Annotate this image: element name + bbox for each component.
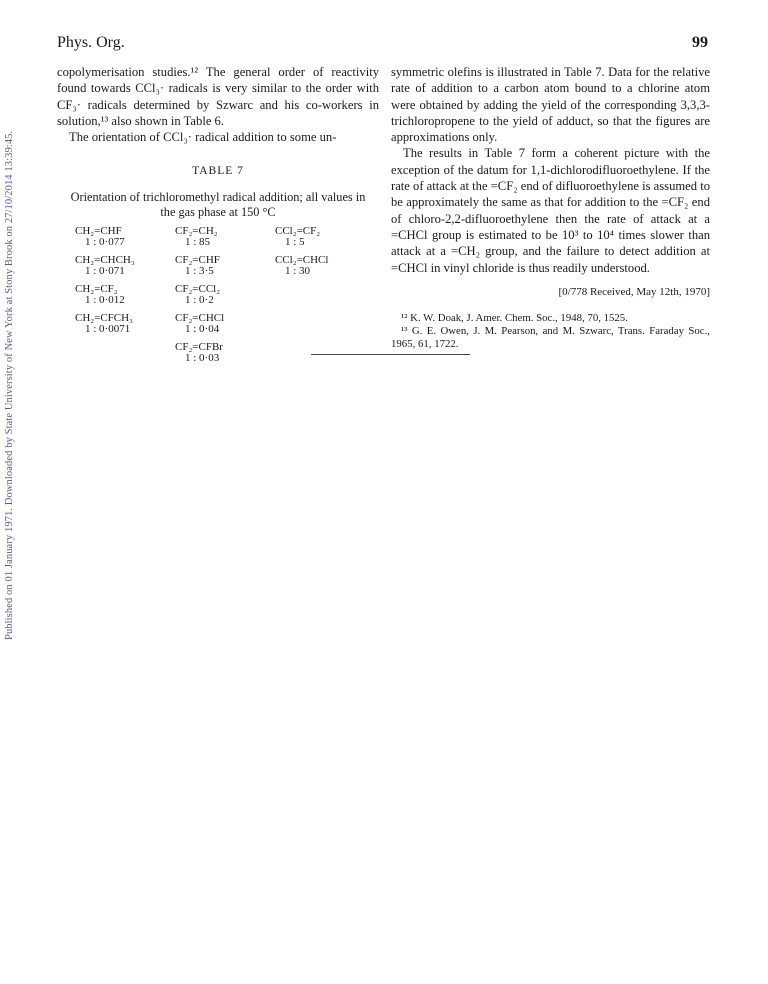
table-cell xyxy=(175,313,275,336)
running-head: Phys. Org. xyxy=(57,34,125,51)
paragraph: The orientation of CCl₃· radical addition to some un- xyxy=(69,130,337,145)
table-title: TABLE 7 xyxy=(192,165,244,178)
olefin-formula: CF₂=CFBr xyxy=(175,340,223,353)
ratio-value: 1 : 0·03 xyxy=(185,352,220,365)
table-cell xyxy=(175,284,275,307)
page-number: 99 xyxy=(692,34,708,51)
paragraph: symmetric olefins is illustrated in Table 7. Data for the relative rate of addition to a carbon atom bound to a chlorine atom were obtained by adding the yield of the corresponding 3,3,3-trichloropropene to the yield of adduct, so that the figures are approximations only. xyxy=(391,65,710,145)
ratio-value: 1 : 0·071 xyxy=(85,265,125,278)
table-column xyxy=(275,226,375,371)
left-column xyxy=(57,64,379,371)
ratio-value: 1 : 0·2 xyxy=(185,294,214,307)
olefin-formula: CF₂=CHF xyxy=(175,253,220,266)
ratio-value: 1 : 5 xyxy=(285,236,305,249)
paragraph: The results in Table 7 form a coherent picture with the exception of the datum for 1,1-dichlorodifluoroethylene. If the rate of attack at the =CF₂ end of difluoroethylene is assumed to be approximately the same as that for addition to the =CF₂ end of chloro-2,2-difluoroethylene then the rate of attack at a =CHCl group is estimated to be 10³ to 10⁴ times slower than attack at a =CH₂ group, and the failure to detect addition at =CHCl in vinyl chloride is thus readily understood. xyxy=(391,146,710,275)
olefin-formula: CCl₂=CHCl xyxy=(275,253,329,266)
table-cell xyxy=(75,284,175,307)
ratio-value: 1 : 0·04 xyxy=(185,323,220,336)
olefin-formula: CH₂=CF₂ xyxy=(75,282,118,295)
orientation-table xyxy=(75,226,379,371)
ratio-value: 1 : 0·012 xyxy=(85,294,125,307)
table-cell xyxy=(175,255,275,278)
end-rule xyxy=(311,354,470,355)
olefin-formula: CH₂=CFCH₃ xyxy=(75,311,133,324)
right-column xyxy=(391,64,710,351)
olefin-formula: CF₂=CH₂ xyxy=(175,224,218,237)
ratio-value: 1 : 0·0071 xyxy=(85,323,131,336)
olefin-formula: CCl₂=CF₂ xyxy=(275,224,321,237)
ratio-value: 1 : 85 xyxy=(185,236,211,249)
olefin-formula: CH₂=CHCH₃ xyxy=(75,253,135,266)
footnotes xyxy=(391,312,710,351)
footnote: ¹² K. W. Doak, J. Amer. Chem. Soc., 1948, 70, 1525. xyxy=(401,312,628,325)
table-column xyxy=(175,226,275,371)
download-watermark: Published on 01 January 1971. Downloaded by State University of New York at Stony Brook on 27/10/2014 13:39:45. xyxy=(4,130,15,640)
received-date: [0/778 Received, May 12th, 1970] xyxy=(558,285,710,298)
ratio-value: 1 : 3·5 xyxy=(185,265,214,278)
ratio-value: 1 : 30 xyxy=(285,265,311,278)
table-column xyxy=(75,226,175,371)
table-cell xyxy=(75,255,175,278)
paragraph: copolymerisation studies.¹² The general order of reactivity found towards CCl₃· radicals is very similar to the order with CF₃· radicals determined by Szwarc and his co-workers in solution,¹³ also shown in Table 6. xyxy=(57,65,379,128)
table-cell xyxy=(175,226,275,249)
table-caption: Orientation of trichloromethyl radical addition; all values in the gas phase at 150 °C xyxy=(70,189,366,219)
olefin-formula: CF₂=CCl₂ xyxy=(175,282,221,295)
table-cell xyxy=(75,313,175,336)
table-cell xyxy=(75,226,175,249)
olefin-formula: CH₂=CHF xyxy=(75,224,122,237)
olefin-formula: CF₂=CHCl xyxy=(175,311,225,324)
table-cell xyxy=(275,255,375,278)
table-cell xyxy=(275,226,375,249)
table-cell xyxy=(175,342,275,365)
footnote: ¹³ G. E. Owen, J. M. Pearson, and M. Szwarc, Trans. Faraday Soc., 1965, 61, 1722. xyxy=(391,325,710,351)
ratio-value: 1 : 0·077 xyxy=(85,236,125,249)
